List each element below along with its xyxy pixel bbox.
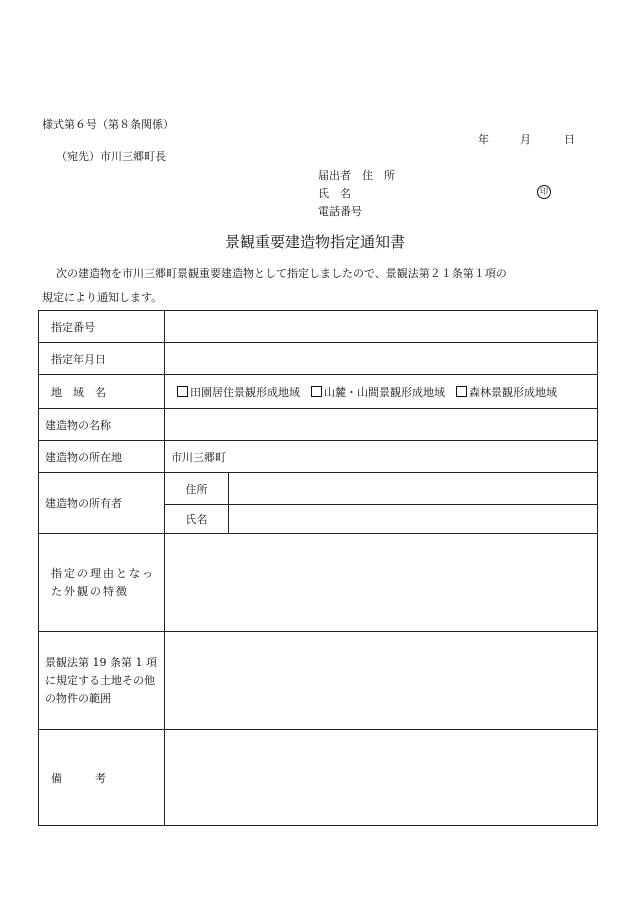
date-month: 月 — [520, 133, 531, 146]
date-year: 年 — [478, 133, 489, 146]
addressee: （宛先）市川三郷町長 — [56, 150, 166, 163]
body-line-1: 次の建造物を市川三郷町景観重要建造物として指定しましたので、景観法第２１条第１項の — [56, 267, 507, 280]
applicant-label: 届出者 — [318, 169, 351, 182]
checkbox-icon[interactable] — [311, 386, 322, 397]
notice-table — [38, 310, 598, 826]
area-option-1[interactable]: 田園居住景観形成地域 — [177, 386, 300, 399]
owner-address-value[interactable] — [229, 473, 598, 505]
area-option-3[interactable]: 森林景観形成地域 — [456, 386, 557, 399]
designation-date-value[interactable] — [165, 343, 598, 375]
designation-number-value[interactable] — [165, 311, 598, 343]
applicant-block — [318, 167, 395, 221]
applicant-phone-label: 電話番号 — [318, 205, 362, 218]
owner-address-label: 住所 — [165, 473, 229, 505]
seal-mark: 印 — [537, 185, 551, 199]
reason-label: 指定の理由となった外観の特徴 — [39, 534, 165, 632]
location-text: 市川三郷町 — [171, 450, 226, 464]
date-line — [478, 131, 575, 147]
checkbox-icon[interactable] — [177, 386, 188, 397]
body-line-2: 規定により通知します。 — [42, 291, 163, 304]
owner-name-label: 氏名 — [165, 505, 229, 534]
area-name-label: 地 域 名 — [39, 375, 165, 409]
building-name-value[interactable] — [165, 409, 598, 441]
checkbox-icon[interactable] — [456, 386, 467, 397]
building-location-value[interactable] — [165, 441, 598, 473]
applicant-name-label: 氏 名 — [318, 187, 351, 200]
remarks-label: 備 考 — [39, 730, 165, 826]
owner-label: 建造物の所有者 — [39, 473, 165, 534]
building-name-label: 建造物の名称 — [39, 409, 165, 441]
building-location-label: 建造物の所在地 — [39, 441, 165, 473]
area-option-2[interactable]: 山麓・山間景観形成地域 — [311, 386, 445, 399]
date-day: 日 — [564, 133, 575, 146]
body-text — [42, 262, 582, 310]
designation-date-label: 指定年月日 — [39, 343, 165, 375]
applicant-address-label: 住 所 — [362, 169, 395, 182]
owner-name-value[interactable] — [229, 505, 598, 534]
scope-label: 景観法第 19 条第 1 項に規定する土地その他の物件の範囲 — [39, 632, 165, 730]
reason-value[interactable] — [165, 534, 598, 632]
remarks-value[interactable] — [165, 730, 598, 826]
area-options — [165, 375, 598, 409]
scope-value[interactable] — [165, 632, 598, 730]
form-id: 様式第６号（第８条関係） — [42, 118, 174, 131]
designation-number-label: 指定番号 — [39, 311, 165, 343]
document-title: 景観重要建造物指定通知書 — [224, 233, 405, 251]
